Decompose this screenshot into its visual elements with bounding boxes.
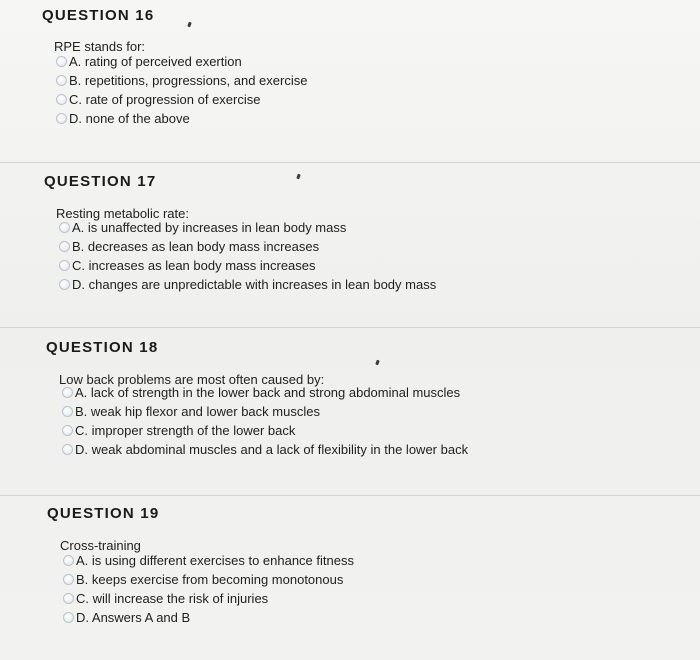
- radio-button-icon[interactable]: [56, 56, 67, 67]
- option-a[interactable]: [62, 383, 468, 402]
- stray-mark: [375, 360, 380, 366]
- option-b[interactable]: [62, 402, 468, 421]
- option-label: C. rate of progression of exercise: [69, 92, 261, 107]
- radio-button-icon[interactable]: [63, 612, 74, 623]
- option-label: C. improper strength of the lower back: [75, 423, 296, 438]
- option-a[interactable]: [56, 52, 307, 71]
- radio-button-icon[interactable]: [59, 279, 70, 290]
- question-divider: [0, 162, 700, 163]
- option-label: B. repetitions, progressions, and exercise: [69, 73, 308, 88]
- option-d[interactable]: [59, 275, 436, 294]
- option-label: B. decreases as lean body mass increases: [72, 239, 320, 254]
- radio-button-icon[interactable]: [56, 75, 67, 86]
- option-label: D. none of the above: [69, 111, 190, 126]
- radio-button-icon[interactable]: [59, 222, 70, 233]
- option-b[interactable]: [56, 71, 307, 90]
- question-title: QUESTION 16: [42, 7, 155, 24]
- option-label: A. is using different exercises to enhance fitness: [76, 553, 354, 568]
- question-title: QUESTION 19: [47, 505, 160, 522]
- option-c[interactable]: [59, 256, 436, 275]
- option-label: D. weak abdominal muscles and a lack of flexibility in the lower back: [75, 442, 469, 457]
- radio-button-icon[interactable]: [59, 260, 70, 271]
- option-a[interactable]: [63, 551, 354, 570]
- radio-button-icon[interactable]: [62, 406, 73, 417]
- option-d[interactable]: [56, 109, 307, 128]
- option-b[interactable]: [59, 237, 436, 256]
- option-label: D. changes are unpredictable with increases in lean body mass: [72, 277, 437, 292]
- question-prompt: Cross-training: [60, 538, 141, 553]
- option-label: A. lack of strength in the lower back and strong abdominal muscles: [75, 385, 461, 400]
- option-label: B. keeps exercise from becoming monotonous: [76, 572, 344, 587]
- question-prompt: RPE stands for:: [54, 39, 146, 54]
- radio-button-icon[interactable]: [63, 555, 74, 566]
- question-prompt: Resting metabolic rate:: [56, 206, 189, 221]
- option-label: A. is unaffected by increases in lean body mass: [72, 220, 347, 235]
- answer-options: [56, 52, 307, 128]
- answer-options: [59, 218, 436, 294]
- option-a[interactable]: [59, 218, 436, 237]
- question-prompt: Low back problems are most often caused by:: [59, 372, 325, 387]
- radio-button-icon[interactable]: [62, 387, 73, 398]
- option-c[interactable]: [62, 421, 468, 440]
- answer-options: [62, 383, 468, 459]
- option-label: C. increases as lean body mass increases: [72, 258, 316, 273]
- option-b[interactable]: [63, 570, 354, 589]
- option-c[interactable]: [63, 589, 354, 608]
- option-label: D. Answers A and B: [76, 610, 191, 625]
- radio-button-icon[interactable]: [56, 113, 67, 124]
- question-title: QUESTION 18: [46, 339, 159, 356]
- stray-mark: [296, 174, 301, 180]
- option-label: A. rating of perceived exertion: [69, 54, 242, 69]
- question-title: QUESTION 17: [44, 173, 157, 190]
- radio-button-icon[interactable]: [63, 593, 74, 604]
- question-divider: [0, 495, 700, 496]
- question-divider: [0, 327, 700, 328]
- answer-options: [63, 551, 354, 627]
- stray-mark: [187, 22, 192, 28]
- radio-button-icon[interactable]: [62, 425, 73, 436]
- radio-button-icon[interactable]: [63, 574, 74, 585]
- option-c[interactable]: [56, 90, 307, 109]
- radio-button-icon[interactable]: [62, 444, 73, 455]
- option-d[interactable]: [62, 440, 468, 459]
- radio-button-icon[interactable]: [56, 94, 67, 105]
- option-d[interactable]: [63, 608, 354, 627]
- option-label: C. will increase the risk of injuries: [76, 591, 269, 606]
- option-label: B. weak hip flexor and lower back muscles: [75, 404, 320, 419]
- radio-button-icon[interactable]: [59, 241, 70, 252]
